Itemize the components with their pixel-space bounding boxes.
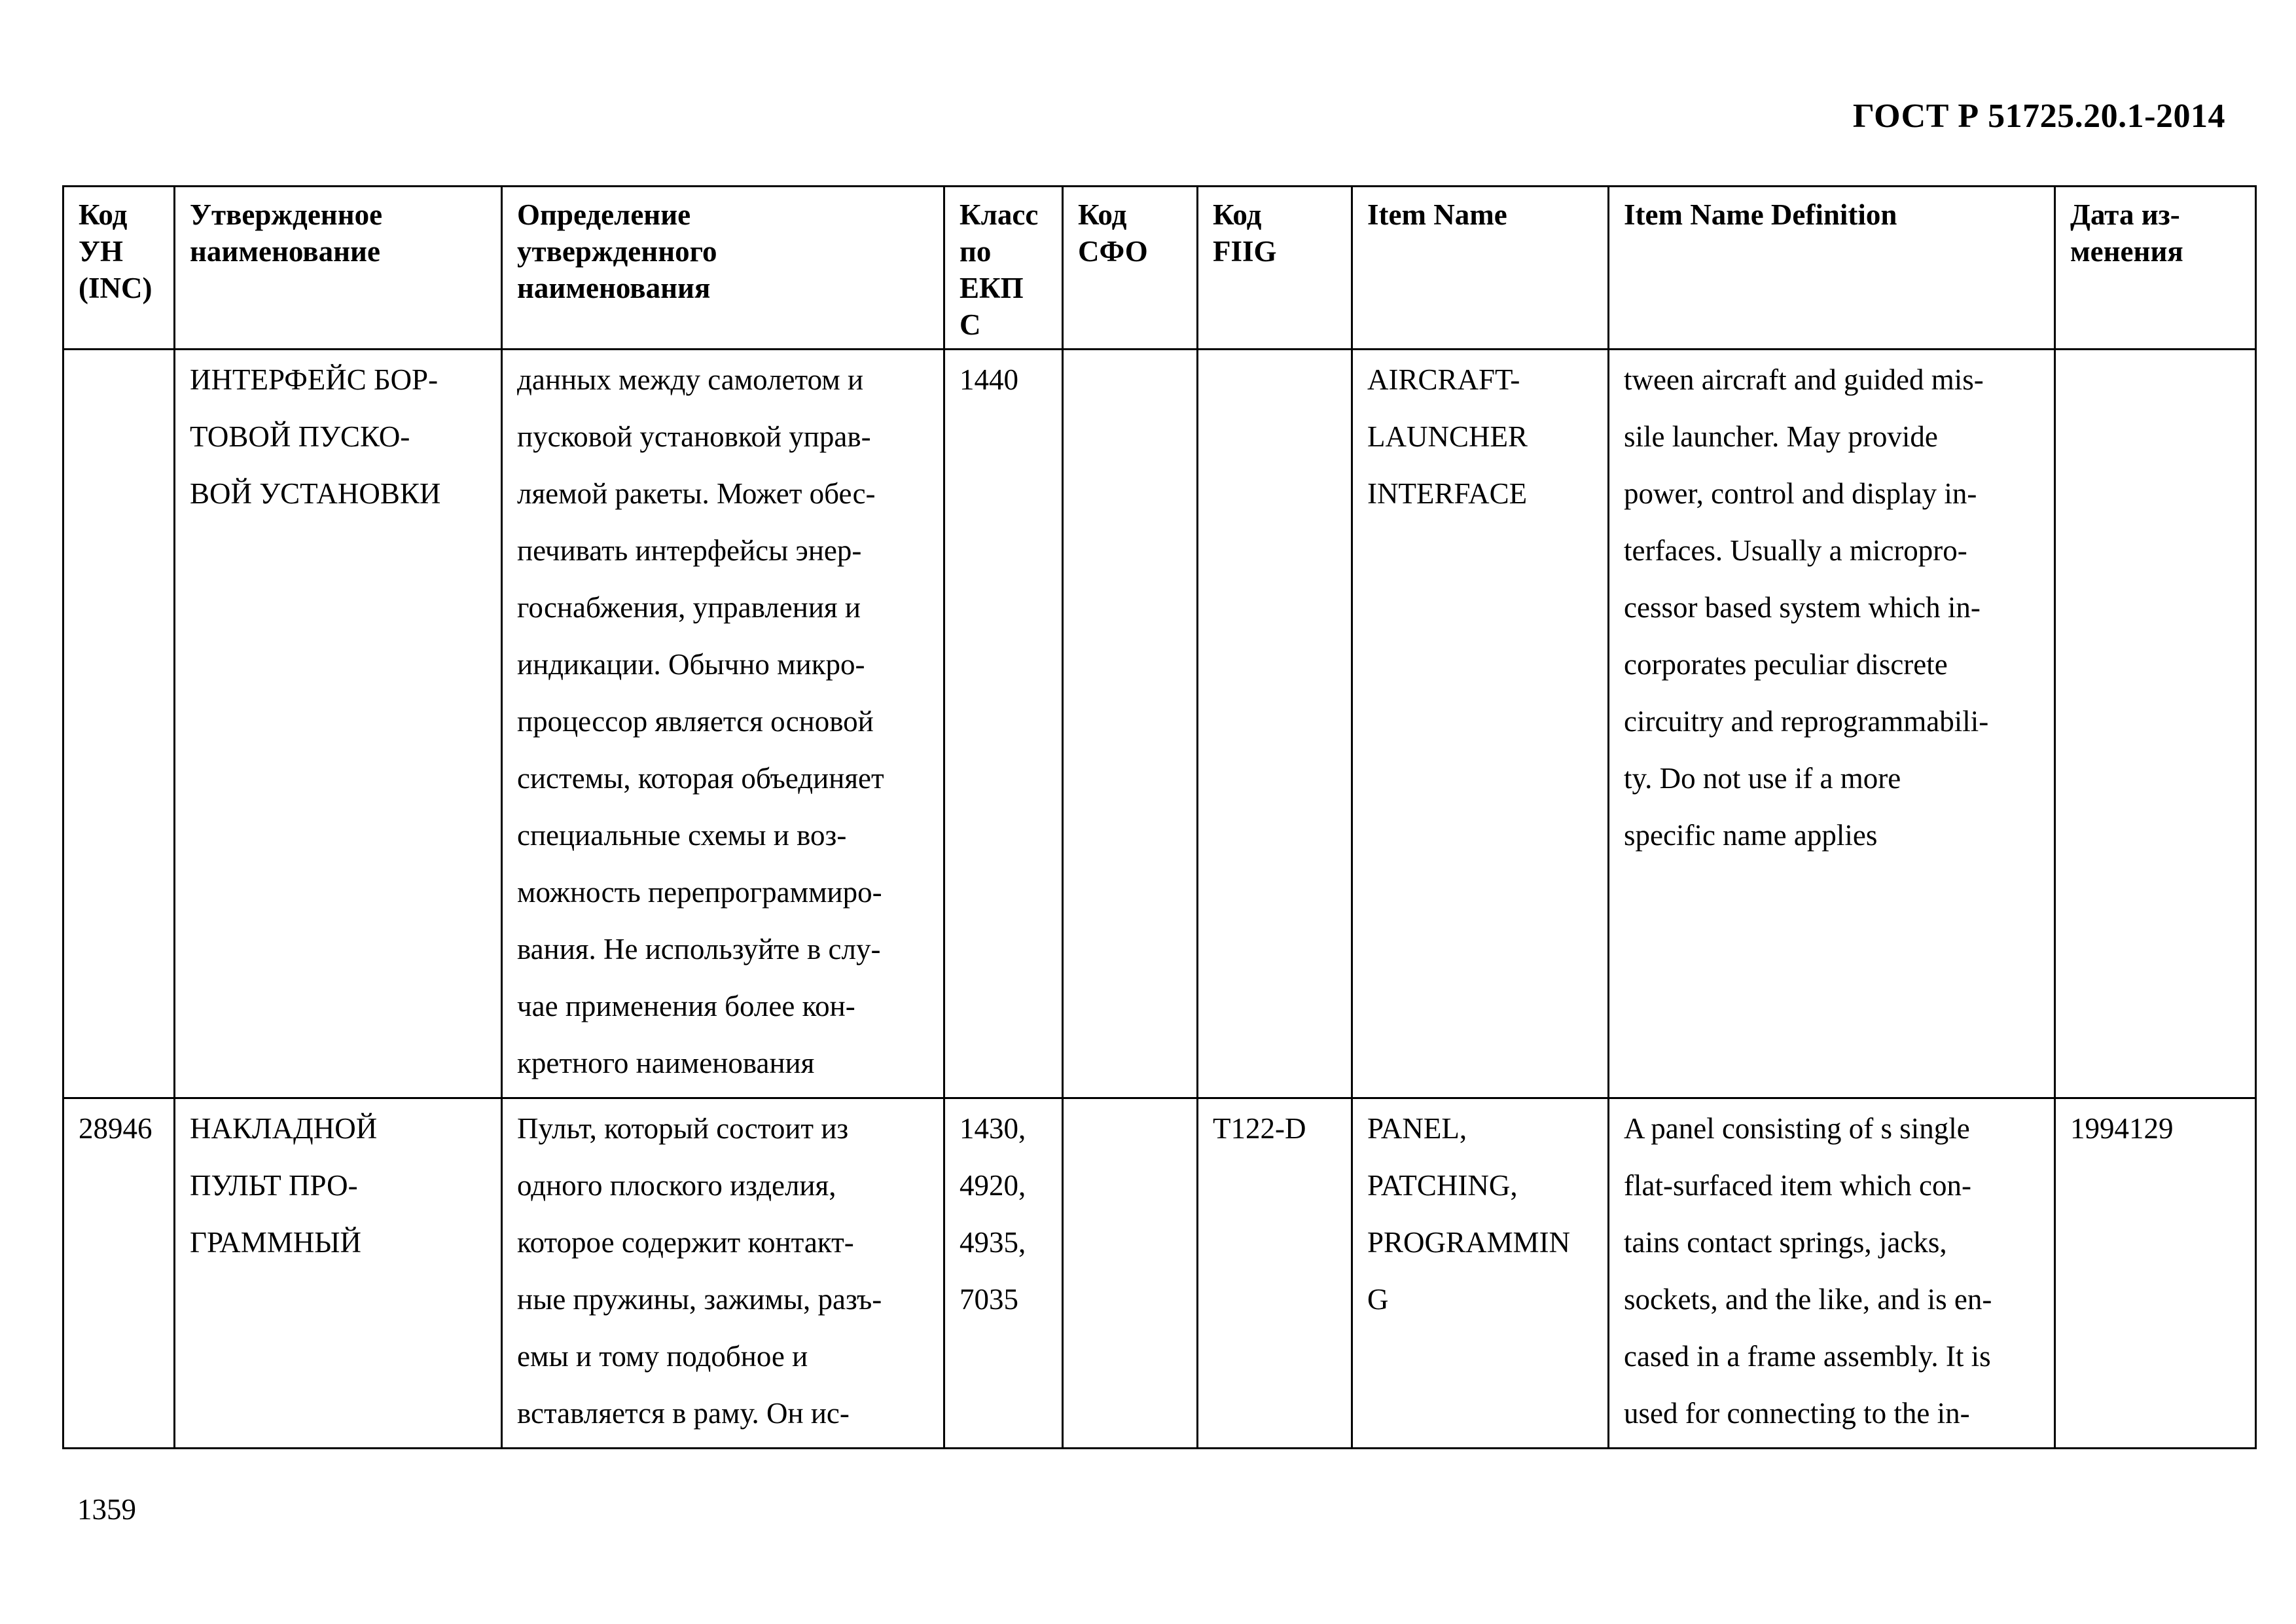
- cell-sfo-code: [1063, 1098, 1198, 1449]
- table-header-row: [63, 187, 2256, 350]
- approved-names-table: [62, 185, 2257, 1449]
- cell-item-name: PANEL, PATCHING, PROGRAMMIN G: [1352, 1098, 1609, 1449]
- cell-item-name-definition: tween aircraft and guided mis- sile launcher. May provide power, control and display in- terfaces. Usually a micropro- cessor based system which in- corporates peculiar discrete circuitry and reprogrammabili- ty. Do not use if a more specific name applies: [1609, 350, 2055, 1098]
- cell-change-date: [2055, 350, 2256, 1098]
- column-header-definition: Определение утвержденного наименования: [502, 187, 944, 350]
- cell-inc: 28946: [63, 1098, 175, 1449]
- table-row: [63, 350, 2256, 1098]
- column-header-fiig-code: Код FIIG: [1198, 187, 1352, 350]
- document-standard-code: ГОСТ Р 51725.20.1-2014: [1852, 98, 2225, 135]
- cell-fiig-code: T122-D: [1198, 1098, 1352, 1449]
- column-header-ekps-class: Класс по ЕКП С: [944, 187, 1063, 350]
- cell-definition: Пульт, который состоит из одного плоского изделия, которое содержит контакт- ные пружины, зажимы, разъ- емы и тому подобное и вставляется в раму. Он ис-: [502, 1098, 944, 1449]
- cell-item-name: AIRCRAFT- LAUNCHER INTERFACE: [1352, 350, 1609, 1098]
- column-header-inc: Код УН (INC): [63, 187, 175, 350]
- column-header-item-name-definition: Item Name Definition: [1609, 187, 2055, 350]
- cell-approved-name: НАКЛАДНОЙ ПУЛЬТ ПРО- ГРАММНЫЙ: [175, 1098, 502, 1449]
- column-header-item-name: Item Name: [1352, 187, 1609, 350]
- table-row: [63, 1098, 2256, 1449]
- cell-approved-name: ИНТЕРФЕЙС БОР- ТОВОЙ ПУСКО- ВОЙ УСТАНОВКИ: [175, 350, 502, 1098]
- page-number: 1359: [77, 1493, 136, 1526]
- cell-fiig-code: [1198, 350, 1352, 1098]
- cell-item-name-definition: A panel consisting of s single flat-surfaced item which con- tains contact springs, jacks, sockets, and the like, and is en- cased in a frame assembly. It is used for connecting to the in-: [1609, 1098, 2055, 1449]
- cell-ekps-class: 1430, 4920, 4935, 7035: [944, 1098, 1063, 1449]
- cell-ekps-class: 1440: [944, 350, 1063, 1098]
- column-header-approved-name: Утвержденное наименование: [175, 187, 502, 350]
- column-header-sfo-code: Код СФО: [1063, 187, 1198, 350]
- column-header-change-date: Дата из- менения: [2055, 187, 2256, 350]
- cell-inc: [63, 350, 175, 1098]
- cell-definition: данных между самолетом и пусковой установкой управ- ляемой ракеты. Может обес- печивать интерфейсы энер- госнабжения, управления и индикации. Обычно микро- процессор является основой системы, которая объединяет специальные схемы и воз- можность перепрограммиро- вания. Не используйте в слу- чае применения более кон- кретного наименования: [502, 350, 944, 1098]
- cell-change-date: 1994129: [2055, 1098, 2256, 1449]
- cell-sfo-code: [1063, 350, 1198, 1098]
